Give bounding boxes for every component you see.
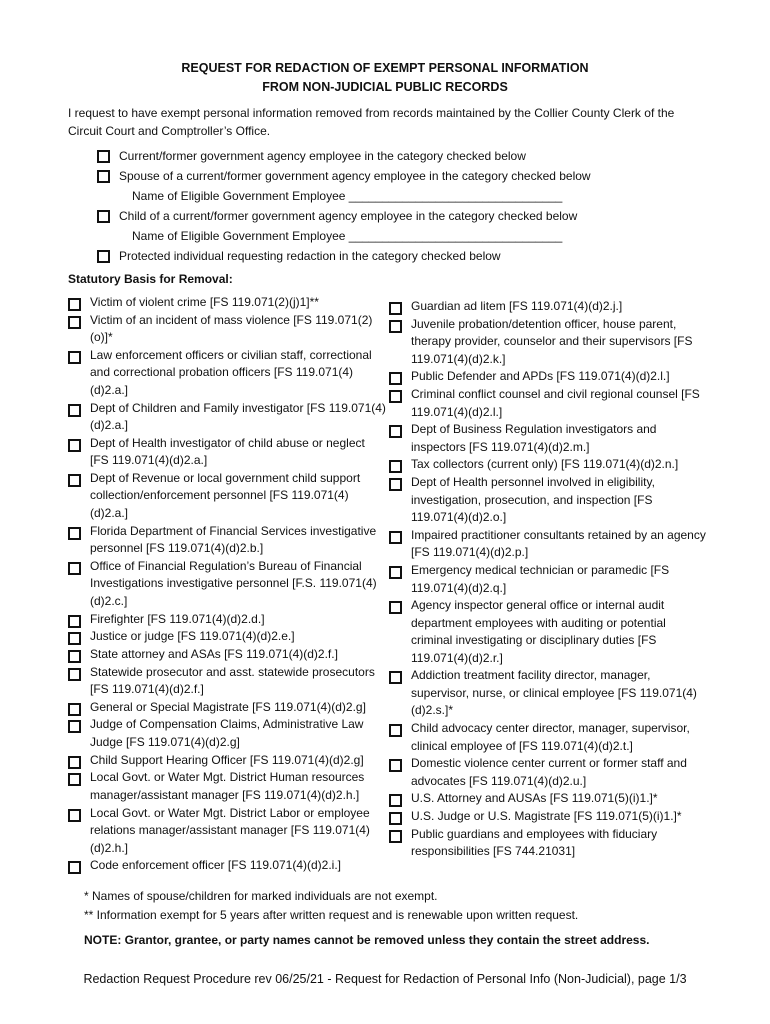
- statutory-item-label: Emergency medical technician or paramedic [FS 119.071(4)(d)2.q.]: [411, 563, 670, 595]
- statutory-item[interactable]: [68, 628, 386, 646]
- statutory-list-right: [389, 298, 709, 861]
- statutory-item[interactable]: [68, 611, 386, 629]
- checkbox[interactable]: [68, 861, 81, 874]
- statutory-item[interactable]: [68, 470, 386, 523]
- statutory-item-label: U.S. Attorney and AUSAs [FS 119.071(5)(i)1.]*: [411, 791, 658, 806]
- statutory-item[interactable]: [68, 558, 386, 611]
- statutory-item-label: U.S. Judge or U.S. Magistrate [FS 119.071(5)(i)1.]*: [411, 809, 682, 824]
- footnotes: [84, 887, 724, 924]
- statutory-item[interactable]: [68, 664, 386, 699]
- checkbox[interactable]: [97, 210, 110, 223]
- statutory-item-label: Firefighter [FS 119.071(4)(d)2.d.]: [90, 611, 265, 626]
- statutory-item-label: Victim of violent crime [FS 119.071(2)(j)1]**: [90, 295, 319, 309]
- statutory-item-label: Dept of Children and Family investigator [FS 119.071(4)(d)2.a.]: [90, 400, 386, 433]
- checkbox[interactable]: [68, 809, 81, 822]
- checkbox[interactable]: [389, 390, 402, 403]
- checkbox[interactable]: [389, 320, 402, 333]
- checkbox[interactable]: [389, 794, 402, 807]
- statutory-item[interactable]: [389, 667, 709, 720]
- statutory-basis-heading: Statutory Basis for Removal:: [68, 272, 233, 286]
- checkbox[interactable]: [389, 372, 402, 385]
- statutory-item[interactable]: [68, 400, 386, 435]
- statutory-item[interactable]: [389, 386, 709, 421]
- statutory-item-label: Judge of Compensation Claims, Administrative Law Judge [FS 119.071(4)(d)2.g]: [90, 717, 364, 749]
- statutory-item[interactable]: [389, 474, 709, 527]
- statutory-item[interactable]: [389, 720, 709, 755]
- statutory-item-label: Guardian ad litem [FS 119.071(4)(d)2.j.]: [411, 299, 623, 313]
- statutory-item-label: Child Support Hearing Officer [FS 119.071(4)(d)2.g]: [90, 752, 364, 767]
- intro-paragraph: I request to have exempt personal information removed from records maintained by the Collier County Clerk of the Circuit Court and Comptroller’s Office.: [68, 106, 675, 138]
- checkbox[interactable]: [389, 671, 402, 684]
- spouse-employee-name-field[interactable]: Name of Eligible Government Employee ________________________________: [132, 189, 563, 203]
- option-label: Protected individual requesting redaction in the category checked below: [119, 249, 501, 263]
- option-protected-individual[interactable]: [96, 246, 696, 266]
- statutory-item[interactable]: [68, 699, 386, 717]
- option-label: Spouse of a current/former government agency employee in the category checked below: [119, 169, 591, 183]
- checkbox[interactable]: [97, 170, 110, 183]
- option-current-employee[interactable]: [96, 146, 696, 166]
- statutory-item[interactable]: [389, 421, 709, 456]
- checkbox[interactable]: [389, 759, 402, 772]
- checkbox[interactable]: [389, 601, 402, 614]
- statutory-item-label: Dept of Revenue or local government child support collection/enforcement personnel [FS 119.071(4)(d)2.a.]: [90, 470, 361, 520]
- statutory-item[interactable]: [389, 368, 709, 386]
- checkbox[interactable]: [389, 302, 402, 315]
- checkbox[interactable]: [389, 478, 402, 491]
- statutory-item[interactable]: [389, 755, 709, 790]
- requester-options: [96, 146, 696, 266]
- checkbox[interactable]: [389, 724, 402, 737]
- title-line-2: FROM NON-JUDICIAL PUBLIC RECORDS: [262, 80, 508, 94]
- checkbox[interactable]: [68, 298, 81, 311]
- statutory-item-label: Dept of Health investigator of child abuse or neglect [FS 119.071(4)(d)2.a.]: [90, 435, 365, 468]
- footnote-double-asterisk: ** Information exempt for 5 years after written request and is renewable upon written request.: [84, 907, 579, 922]
- option-child[interactable]: [96, 206, 696, 226]
- statutory-item[interactable]: [68, 312, 386, 347]
- statutory-item-label: Law enforcement officers or civilian staff, correctional and correctional probation officers [FS 119.071(4)(d)2.a.]: [90, 347, 372, 397]
- statutory-item-label: Agency inspector general office or internal audit department employees with auditing or potential criminal investigating or disciplinary duties [FS 119.071(4)(d)2.r.]: [411, 598, 666, 665]
- statutory-item[interactable]: [389, 456, 709, 474]
- checkbox[interactable]: [68, 351, 81, 364]
- statutory-item-label: Victim of an incident of mass violence [FS 119.071(2)(o)]*: [90, 312, 373, 345]
- statutory-item-label: Impaired practitioner consultants retained by an agency [FS 119.071(4)(d)2.p.]: [411, 527, 706, 560]
- statutory-item[interactable]: [389, 298, 709, 316]
- checkbox[interactable]: [68, 404, 81, 417]
- statutory-item-label: Tax collectors (current only) [FS 119.071(4)(d)2.n.]: [411, 457, 679, 472]
- checkbox[interactable]: [68, 439, 81, 452]
- title-line-1: REQUEST FOR REDACTION OF EXEMPT PERSONAL INFORMATION: [181, 61, 589, 75]
- option-spouse[interactable]: [96, 166, 696, 186]
- option-label: Current/former government agency employee in the category checked below: [119, 149, 526, 163]
- statutory-item[interactable]: [68, 716, 386, 751]
- statutory-item-label: Public Defender and APDs [FS 119.071(4)(d)2.l.]: [411, 369, 670, 384]
- checkbox[interactable]: [68, 562, 81, 575]
- statutory-item-label: Florida Department of Financial Services investigative personnel [FS 119.071(4)(d)2.b.]: [90, 523, 377, 556]
- statutory-item[interactable]: [68, 769, 386, 804]
- checkbox[interactable]: [389, 460, 402, 473]
- statutory-item-label: Child advocacy center director, manager, supervisor, clinical employee of [FS 119.071(4)(d)2.t.]: [411, 721, 690, 753]
- statutory-item[interactable]: [389, 808, 709, 826]
- footnote-single-asterisk: * Names of spouse/children for marked individuals are not exempt.: [84, 889, 438, 903]
- checkbox[interactable]: [68, 756, 81, 769]
- statutory-item[interactable]: [389, 597, 709, 667]
- checkbox[interactable]: [389, 566, 402, 579]
- statutory-item[interactable]: [68, 752, 386, 770]
- statutory-item[interactable]: [389, 562, 709, 597]
- statutory-item[interactable]: [68, 857, 386, 875]
- statutory-item-label: State attorney and ASAs [FS 119.071(4)(d)2.f.]: [90, 646, 338, 661]
- statutory-item-label: Local Govt. or Water Mgt. District Human resources manager/assistant manager [FS 119.071(4)(d)2.h.]: [90, 770, 365, 802]
- statutory-item-label: Office of Financial Regulation’s Bureau of Financial Investigations investigative personnel [F.S. 119.071(4)(d)2.c.]: [90, 558, 377, 608]
- statutory-item-label: Justice or judge [FS 119.071(4)(d)2.e.]: [90, 629, 295, 644]
- child-employee-name-field[interactable]: Name of Eligible Government Employee ________________________________: [132, 229, 563, 243]
- statutory-item[interactable]: [389, 527, 709, 562]
- checkbox[interactable]: [68, 650, 81, 663]
- checkbox[interactable]: [68, 773, 81, 786]
- statutory-item[interactable]: [68, 805, 386, 858]
- statutory-item-label: Juvenile probation/detention officer, house parent, therapy provider, counselor and their supervisors [FS 119.071(4)(d)2.k.]: [411, 316, 693, 366]
- statutory-item[interactable]: [68, 347, 386, 400]
- checkbox[interactable]: [389, 425, 402, 438]
- grantor-note: NOTE: Grantor, grantee, or party names cannot be removed unless they contain the street address.: [84, 933, 650, 947]
- statutory-item-label: Dept of Business Regulation investigators and inspectors [FS 119.071(4)(d)2.m.]: [411, 422, 657, 454]
- page-footer: Redaction Request Procedure rev 06/25/21 - Request for Redaction of Personal Info (Non-Judicial), page 1/3: [83, 972, 687, 986]
- statutory-item[interactable]: [389, 826, 709, 861]
- document-title: [0, 59, 770, 97]
- checkbox[interactable]: [68, 527, 81, 540]
- checkbox[interactable]: [389, 812, 402, 825]
- checkbox[interactable]: [389, 830, 402, 843]
- checkbox[interactable]: [68, 474, 81, 487]
- checkbox[interactable]: [389, 531, 402, 544]
- checkbox[interactable]: [68, 668, 81, 681]
- statutory-item-label: Statewide prosecutor and asst. statewide prosecutors [FS 119.071(4)(d)2.f.]: [90, 664, 375, 697]
- statutory-item[interactable]: [68, 523, 386, 558]
- statutory-item[interactable]: [68, 646, 386, 664]
- checkbox[interactable]: [68, 615, 81, 628]
- checkbox[interactable]: [68, 720, 81, 733]
- statutory-item[interactable]: [389, 790, 709, 808]
- statutory-item-label: Domestic violence center current or former staff and advocates [FS 119.071(4)(d)2.u.]: [411, 756, 687, 788]
- checkbox[interactable]: [68, 703, 81, 716]
- checkbox[interactable]: [68, 316, 81, 329]
- checkbox[interactable]: [97, 250, 110, 263]
- statutory-item[interactable]: [68, 294, 386, 312]
- statutory-item[interactable]: [68, 435, 386, 470]
- statutory-item-label: Public guardians and employees with fiduciary responsibilities [FS 744.21031]: [411, 826, 658, 859]
- statutory-item-label: Code enforcement officer [FS 119.071(4)(d)2.i.]: [90, 858, 342, 873]
- statutory-item-label: General or Special Magistrate [FS 119.071(4)(d)2.g]: [90, 699, 366, 714]
- statutory-item-label: Dept of Health personnel involved in eligibility, investigation, prosecution, and inspection [FS 119.071(4)(d)2.o.]: [411, 475, 655, 525]
- checkbox[interactable]: [97, 150, 110, 163]
- checkbox[interactable]: [68, 632, 81, 645]
- statutory-item-label: Addiction treatment facility director, manager, supervisor, nurse, or clinical employee [FS 119.071(4)(d)2.s.]*: [411, 668, 697, 718]
- statutory-item-label: Local Govt. or Water Mgt. District Labor or employee relations manager/assistant manager [FS 119.071(4)(d)2.h.]: [90, 805, 370, 855]
- option-label: Child of a current/former government agency employee in the category checked below: [119, 209, 578, 223]
- statutory-list-left: [68, 294, 386, 875]
- statutory-item[interactable]: [389, 316, 709, 369]
- statutory-item-label: Criminal conflict counsel and civil regional counsel [FS 119.071(4)(d)2.l.]: [411, 387, 700, 419]
